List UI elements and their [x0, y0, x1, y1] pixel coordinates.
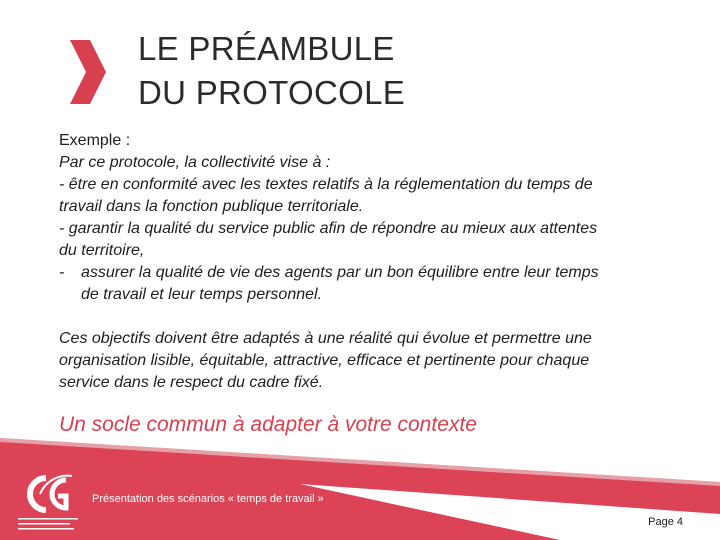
presentation-label: Présentation des scénarios « temps de travail »	[92, 493, 324, 505]
cdg-logo-icon	[16, 470, 80, 532]
objective-item-3	[59, 262, 619, 306]
objective-item-3-text: assurer la qualité de vie des agents par un bon équilibre entre leur temps de travail et leur temps personnel.	[81, 264, 599, 303]
chevron-right-icon	[64, 40, 112, 104]
intro-text: Par ce protocole, la collectivité vise à :	[59, 154, 331, 171]
page-number: Page 4	[648, 516, 683, 528]
title-line-1: LE PRÉAMBULE	[138, 30, 395, 67]
paragraph-gap	[59, 306, 619, 328]
objective-item-1: - être en conformité avec les textes relatifs à la réglementation du temps de travail dans la fonction publique territoriale.	[59, 176, 593, 215]
highlight-text: Un socle commun à adapter à votre contexte	[59, 413, 477, 436]
objective-item-2: - garantir la qualité du service public afin de répondre au mieux aux attentes du territoire,	[59, 220, 598, 259]
footer	[0, 430, 720, 540]
objectives-paragraph: Ces objectifs doivent être adaptés à une réalité qui évolue et permettre une organisation lisible, équitable, attractive, efficace et pertinente pour chaque service dans le respect du cadre fixé.	[59, 330, 592, 391]
footer-band	[0, 430, 720, 540]
title-line-2: DU PROTOCOLE	[138, 74, 406, 111]
exemple-label: Exemple :	[59, 132, 131, 149]
slide-title	[138, 27, 405, 115]
slide-body	[59, 130, 619, 394]
dash-marker: -	[59, 264, 65, 281]
